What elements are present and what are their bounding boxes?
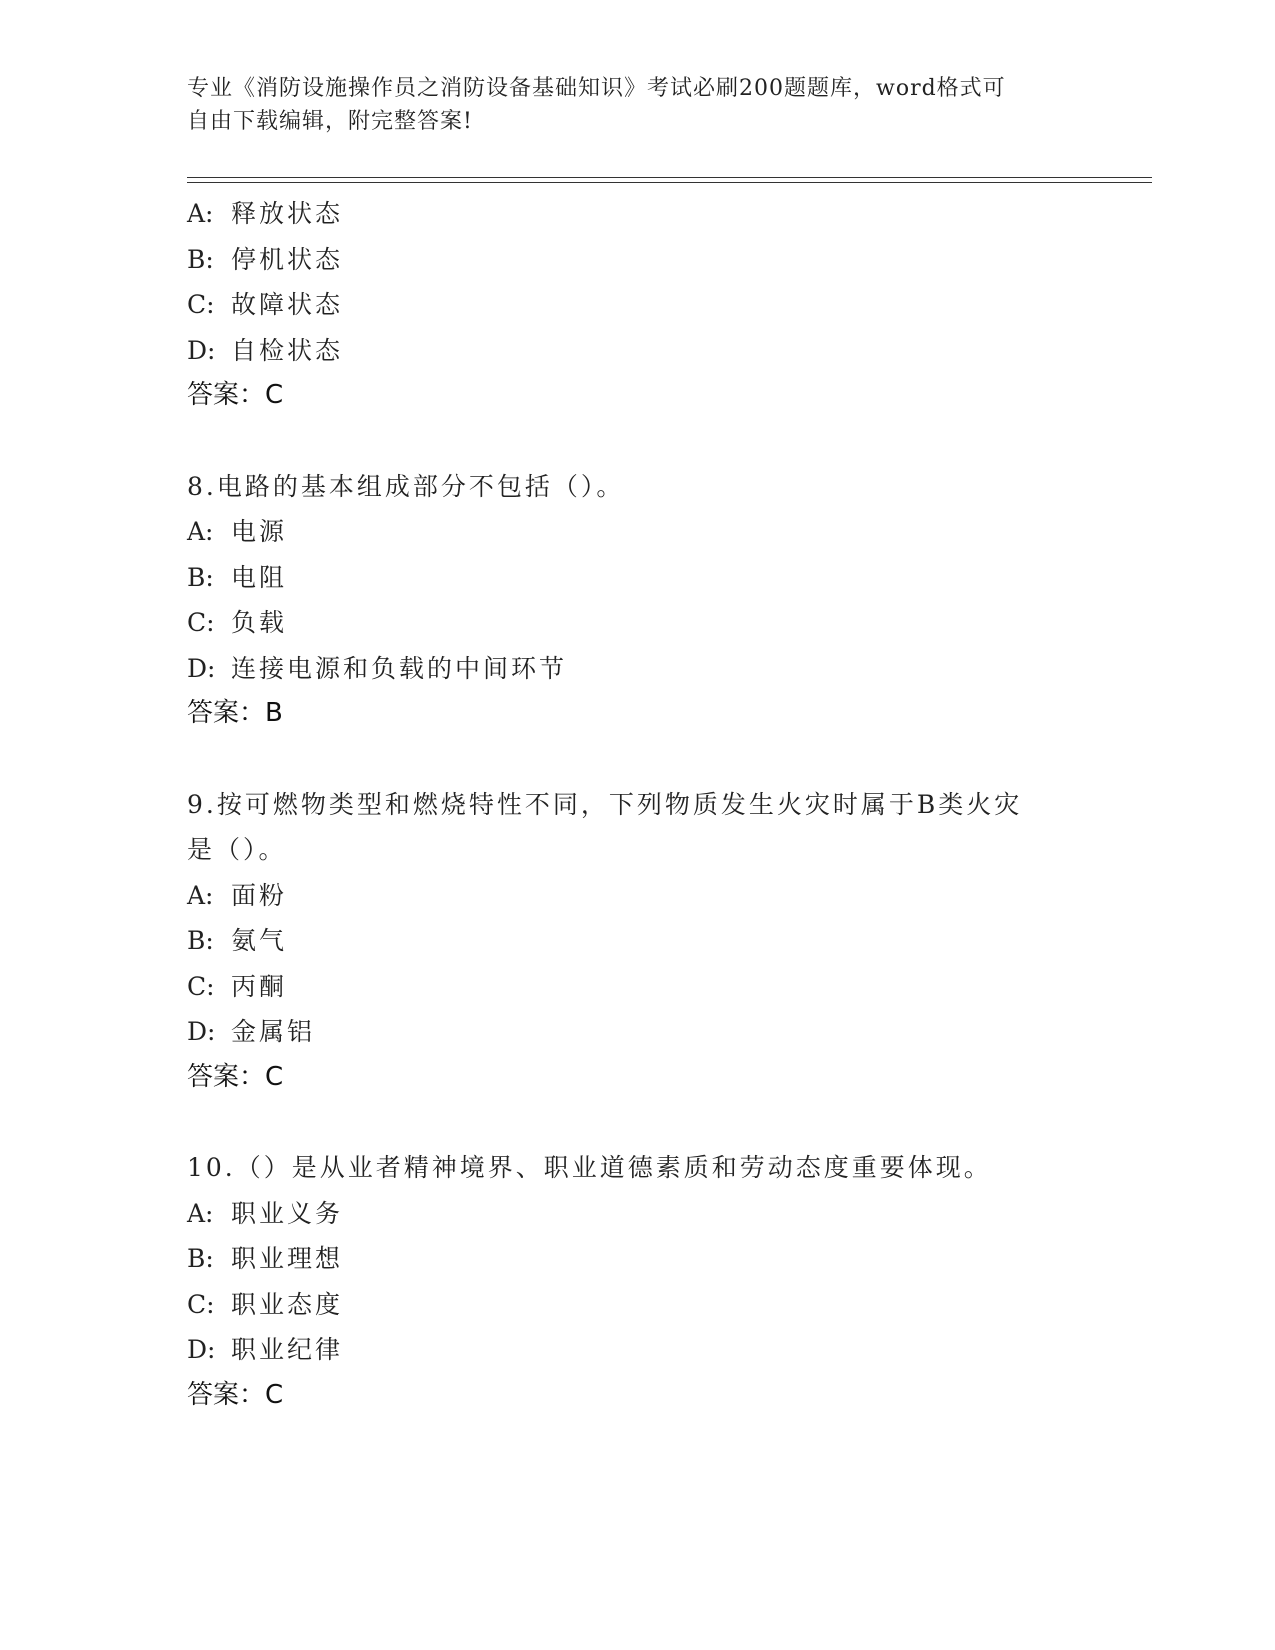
header-divider-top [187, 177, 1152, 178]
option-a: A: 面粉 [187, 880, 288, 910]
header-line-2: 自由下载编辑，附完整答案! [187, 109, 473, 134]
question-10 [187, 1145, 1087, 1418]
header-divider-bottom [187, 182, 1152, 183]
question-9 [187, 782, 1087, 1101]
question-text: 8.电路的基本组成部分不包括（）。 [187, 471, 625, 501]
question-text-line-1: 9.按可燃物类型和燃烧特性不同，下列物质发生火灾时属于B类火灾 [187, 789, 1023, 819]
document-header [187, 72, 1067, 138]
answer: 答案：C [187, 1061, 284, 1092]
option-d: D: 金属铝 [187, 1017, 316, 1046]
question-7 [187, 191, 1087, 419]
option-b: B: 电阻 [187, 562, 288, 592]
option-d: D: 连接电源和负载的中间环节 [187, 653, 568, 683]
option-d: D: 自检状态 [187, 335, 344, 365]
answer: 答案：C [187, 1379, 284, 1410]
option-c: C: 丙酮 [187, 971, 288, 1001]
header-line-1: 专业《消防设施操作员之消防设备基础知识》考试必刷200题题库，word格式可 [187, 76, 1006, 101]
option-b: B: 停机状态 [187, 244, 344, 274]
option-c: C: 故障状态 [187, 290, 344, 319]
option-c: C: 职业态度 [187, 1289, 344, 1319]
option-b: B: 氨气 [187, 926, 288, 955]
option-d: D: 职业纪律 [187, 1335, 344, 1364]
option-a: A: 释放状态 [187, 199, 344, 228]
question-text-line-2: 是（）。 [187, 835, 287, 864]
option-c: C: 负载 [187, 608, 288, 637]
question-list [187, 191, 1087, 1418]
question-8 [187, 464, 1087, 737]
option-a: A: 职业义务 [187, 1198, 344, 1228]
answer: 答案：C [187, 380, 284, 410]
answer: 答案：B [187, 698, 283, 728]
question-text: 10.（）是从业者精神境界、职业道德素质和劳动态度重要体现。 [187, 1153, 992, 1182]
option-a: A: 电源 [187, 517, 288, 546]
option-b: B: 职业理想 [187, 1244, 344, 1273]
